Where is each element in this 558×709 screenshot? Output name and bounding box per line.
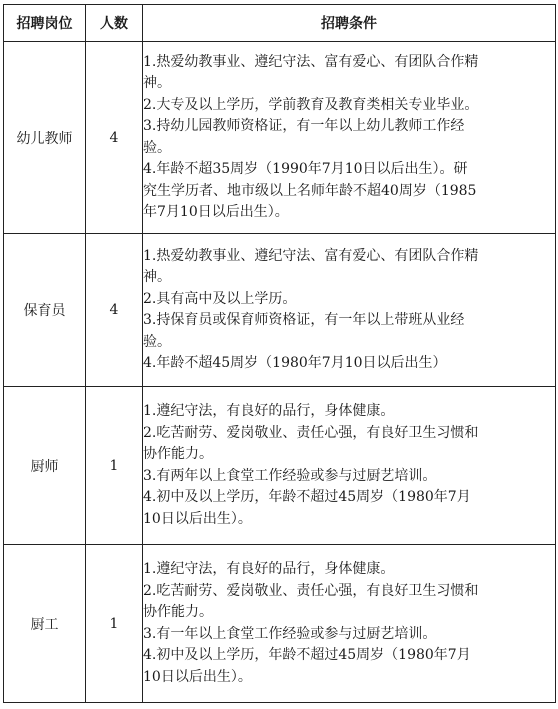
position-cell: 厨工	[4, 545, 86, 703]
condition-line: 神。	[143, 269, 171, 285]
condition-line: 2.大专及以上学历，学前教育及教育类相关专业毕业。	[143, 96, 479, 113]
condition-line: 1.遵纪守法，有良好的品行，身体健康。	[143, 561, 395, 577]
condition-line: 1.热爱幼教事业、遵纪守法、富有爱心、有团队合作精	[143, 53, 479, 70]
condition-line: 2.吃苦耐劳、爱岗敬业、责任心强，有良好卫生习惯和	[143, 424, 479, 441]
table-row	[4, 387, 556, 545]
condition-line: 1.热爱幼教事业、遵纪守法、富有爱心、有团队合作精	[143, 247, 479, 264]
position-cell: 厨师	[4, 387, 86, 545]
recruitment-table	[3, 4, 556, 703]
conditions-cell	[143, 387, 556, 545]
condition-line: 4.年龄不超35周岁（1990年7月10日以后出生）。研	[143, 161, 468, 177]
condition-line: 2.吃苦耐劳、爱岗敬业、责任心强，有良好卫生习惯和	[143, 582, 479, 599]
count-cell: 1	[86, 387, 143, 545]
condition-line: 3.有一年以上食堂工作经验或参与过厨艺培训。	[143, 625, 437, 642]
count-cell: 4	[86, 234, 143, 387]
conditions-cell	[143, 545, 556, 703]
condition-line: 4.初中及以上学历，年龄不超过45周岁（1980年7月	[143, 647, 471, 663]
header-count: 人数	[86, 5, 143, 42]
conditions-cell	[143, 234, 556, 387]
condition-line: 验。	[143, 333, 171, 350]
condition-line: 协作能力。	[143, 604, 213, 620]
condition-line: 4.年龄不超45周岁（1980年7月10日以后出生）	[143, 355, 447, 371]
condition-line: 3.持保育员或保育师资格证，有一年以上带班从业经	[143, 312, 465, 328]
count-cell: 1	[86, 545, 143, 703]
condition-line: 10日以后出生）。	[143, 510, 252, 527]
condition-line: 1.遵纪守法，有良好的品行，身体健康。	[143, 403, 395, 419]
condition-line: 2.具有高中及以上学历。	[143, 290, 297, 307]
condition-line: 年7月10日以后出生）。	[143, 204, 289, 220]
table-body	[4, 42, 556, 703]
position-cell: 幼儿教师	[4, 42, 86, 234]
count-cell: 4	[86, 42, 143, 234]
condition-line: 协作能力。	[143, 446, 213, 462]
table-row	[4, 42, 556, 234]
condition-line: 4.初中及以上学历，年龄不超过45周岁（1980年7月	[143, 489, 471, 505]
header-position: 招聘岗位	[4, 5, 86, 42]
condition-line: 神。	[143, 75, 171, 91]
condition-line: 究生学历者、地市级以上名师年龄不超40周岁（1985	[143, 182, 477, 199]
position-cell: 保育员	[4, 234, 86, 387]
header-conditions: 招聘条件	[143, 5, 556, 42]
conditions-cell	[143, 42, 556, 234]
condition-line: 10日以后出生）。	[143, 668, 252, 685]
table-row	[4, 234, 556, 387]
table-header-row	[4, 5, 556, 42]
condition-line: 3.有两年以上食堂工作经验或参与过厨艺培训。	[143, 467, 437, 484]
condition-line: 3.持幼儿园教师资格证，有一年以上幼儿教师工作经	[143, 118, 465, 134]
condition-line: 验。	[143, 139, 171, 156]
table-row	[4, 545, 556, 703]
